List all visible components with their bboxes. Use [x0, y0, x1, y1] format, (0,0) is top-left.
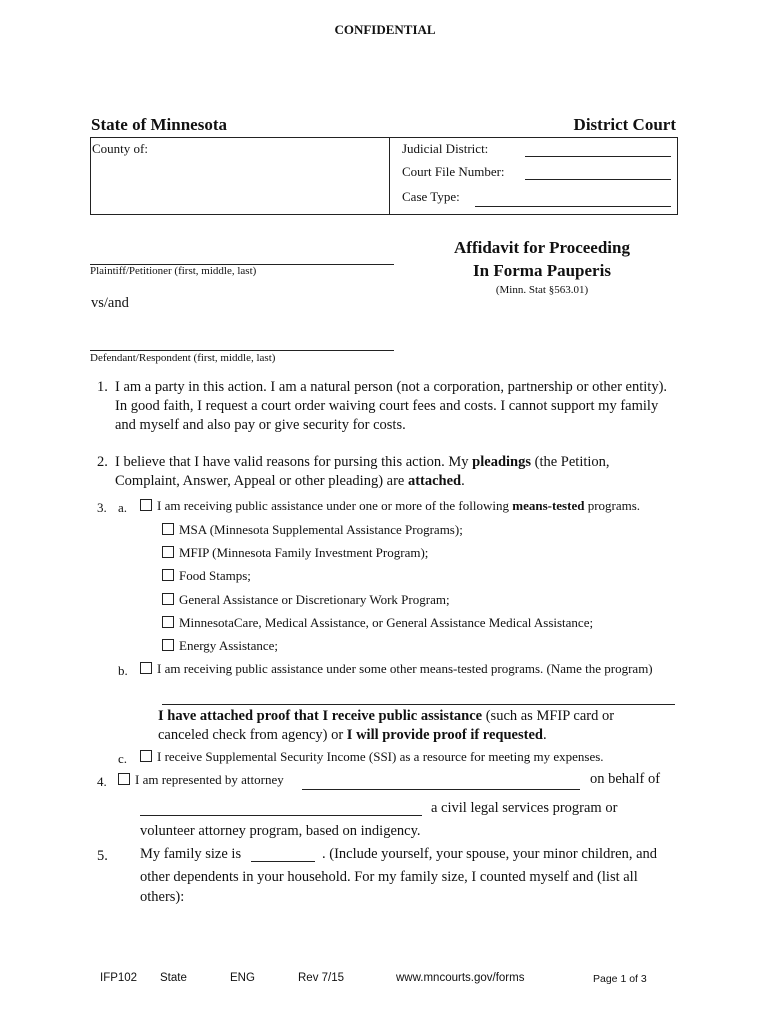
item-3a-row: I am receiving public assistance under one or more of the following means-tested programs. — [140, 498, 640, 514]
item-5-post: . (Include yourself, your spouse, your minor children, and — [322, 846, 658, 862]
item-3b-checkbox[interactable] — [140, 662, 152, 674]
form-statute: (Minn. Stat §563.01) — [495, 284, 589, 296]
item-1-number: 1. — [97, 379, 108, 395]
court-name: District Court — [573, 115, 676, 134]
item-3a-checkbox[interactable] — [140, 499, 152, 511]
on-behalf-label: on behalf of — [590, 771, 661, 787]
item-4-line3: volunteer attorney program, based on indigency. — [140, 823, 421, 839]
footer-lang: ENG — [230, 972, 255, 984]
program-general-assistance: General Assistance or Discretionary Work Program; — [162, 592, 450, 608]
item-5-pre: My family size is — [140, 846, 242, 862]
item-5-number: 5. — [97, 848, 108, 864]
footer-state: State — [160, 972, 187, 984]
judicial-district-field[interactable] — [525, 156, 671, 157]
confidential-label: CONFIDENTIAL — [334, 22, 436, 37]
program-mnsure-ma: MinnesotaCare, Medical Assistance, or General Assistance Medical Assistance; — [162, 615, 593, 631]
item-4-number: 4. — [97, 774, 107, 789]
program-mnsure-ma-checkbox[interactable] — [162, 616, 174, 628]
defendant-field[interactable] — [90, 350, 394, 351]
item-4-checkbox[interactable] — [118, 773, 130, 785]
proof-statement: I have attached proof that I receive public assistance (such as MFIP card or canceled check from agency) or I will provide proof if requested. — [158, 708, 615, 743]
item-4-row: I am represented by attorney — [118, 772, 284, 788]
program-energy: Energy Assistance; — [162, 638, 278, 654]
state-name: State of Minnesota — [91, 115, 227, 134]
form-title-line1: Affidavit for Proceeding — [454, 238, 630, 257]
program-mfip: MFIP (Minnesota Family Investment Program); — [162, 545, 428, 561]
other-program-field[interactable] — [162, 704, 675, 705]
program-msa: MSA (Minnesota Supplemental Assistance Programs); — [162, 522, 463, 538]
footer-rev: Rev 7/15 — [298, 972, 345, 984]
family-size-field[interactable] — [251, 861, 315, 862]
item-3a-letter: a. — [118, 500, 128, 515]
item-5-line3: others): — [140, 889, 185, 905]
program-energy-checkbox[interactable] — [162, 639, 174, 651]
item-2-text: I believe that I have valid reasons for pursing this action. My pleadings (the Petition, Complaint, Answer, Appeal or other pleading) are attached. — [115, 454, 610, 489]
court-file-label: Court File Number: — [402, 164, 505, 179]
item-3c-row: I receive Supplemental Security Income (SSI) as a resource for meeting my expenses. — [140, 749, 604, 765]
vs-and-label: vs/and — [91, 295, 129, 311]
program-food-stamps-checkbox[interactable] — [162, 569, 174, 581]
item-3-number: 3. — [97, 500, 107, 515]
plaintiff-label: Plaintiff/Petitioner (first, middle, last) — [90, 265, 257, 277]
program-mfip-checkbox[interactable] — [162, 546, 174, 558]
case-type-field[interactable] — [475, 206, 671, 207]
defendant-label: Defendant/Respondent (first, middle, last) — [90, 352, 276, 364]
item-2-number: 2. — [97, 454, 108, 470]
form-title-line2: In Forma Pauperis — [473, 261, 611, 280]
item-1-text: I am a party in this action. I am a natural person (not a corporation, partnership or other entity). In good faith, I request a court order waiving court fees and costs. I cannot support my family and myself and also pay or give security for costs. — [115, 379, 668, 433]
item-3c-checkbox[interactable] — [140, 750, 152, 762]
item-3c-letter: c. — [118, 751, 128, 766]
item-3b-letter: b. — [118, 663, 128, 678]
judicial-district-label: Judicial District: — [402, 141, 489, 156]
program-msa-checkbox[interactable] — [162, 523, 174, 535]
footer-form-id: IFP102 — [100, 972, 138, 984]
program-general-assistance-checkbox[interactable] — [162, 593, 174, 605]
footer-url[interactable]: www.mncourts.gov/forms — [396, 972, 525, 984]
caption-box — [90, 137, 678, 215]
item-3b-row: I am receiving public assistance under some other means-tested programs. (Name the program) — [140, 661, 653, 677]
program-food-stamps: Food Stamps; — [162, 568, 251, 584]
legal-services-field[interactable] — [140, 815, 422, 816]
attorney-name-field[interactable] — [302, 789, 580, 790]
county-label: County of: — [92, 141, 148, 156]
caption-divider — [389, 138, 390, 214]
case-type-label: Case Type: — [402, 189, 460, 204]
item-4-line2: a civil legal services program or — [431, 800, 618, 816]
court-file-field[interactable] — [525, 179, 671, 180]
footer-page-number: Page 1 of 3 — [593, 973, 647, 985]
item-5-line2: other dependents in your household. For my family size, I counted myself and (list all — [140, 869, 638, 885]
